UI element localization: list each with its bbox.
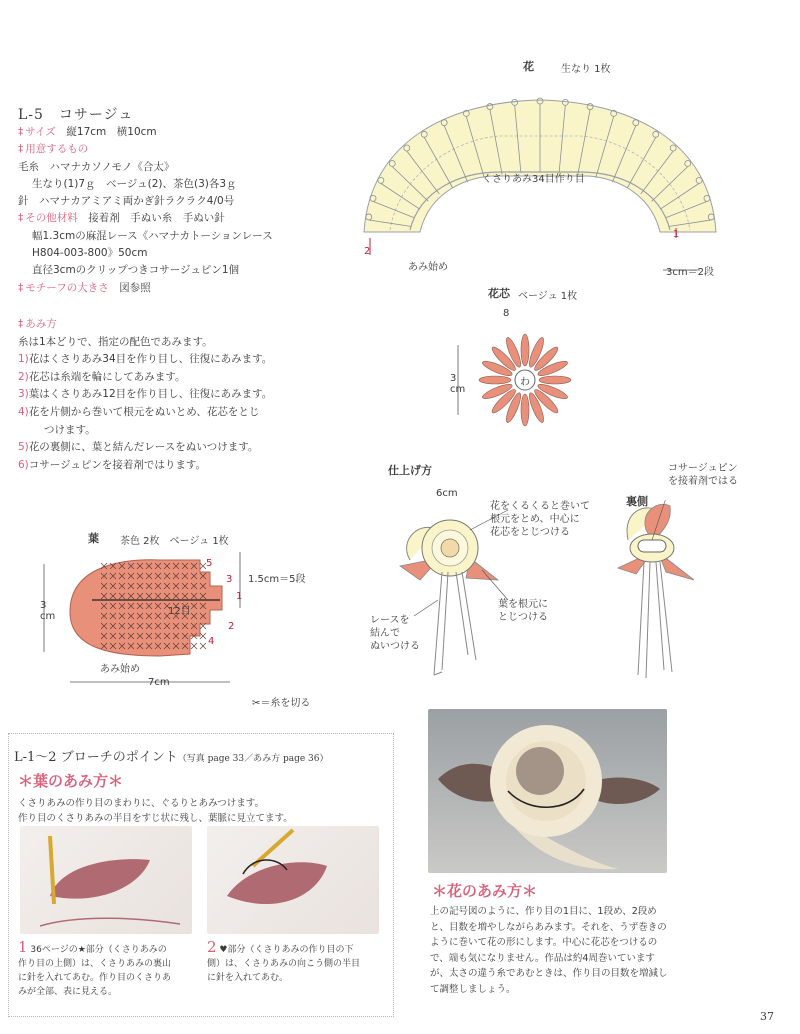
leaf-height: 3 cm: [40, 600, 56, 622]
lace-line-1: 幅1.3cmの麻混レース《ハマナカトーションレース: [32, 229, 273, 242]
lace-ribbons: [434, 572, 476, 675]
leaf-row-1: 1: [236, 591, 243, 602]
scissors-icon: ✂: [252, 698, 261, 709]
leaf-row-4: 4: [208, 636, 215, 647]
pin-line: 直径3cmのクリップつきコサージュピン1個: [32, 264, 240, 277]
finish-back-label: 裏側: [626, 495, 648, 508]
leaf-diagram-title: 葉: [88, 532, 99, 545]
crochet-leaf-image: [50, 859, 150, 898]
size-label: サイズ: [25, 126, 56, 138]
leaf-row-5: 5: [206, 558, 213, 569]
materials-line: [18, 141, 273, 158]
step1-photo-art: [20, 826, 192, 934]
brooch-title: L-1～2 ブローチのポイント（写真 page 33／あみ方 page 36）: [14, 750, 329, 765]
materials-section: [18, 124, 273, 297]
center-stitch-count: 8: [503, 308, 510, 319]
motif-size-line: [18, 280, 273, 297]
leaf-stitch-diagram: [40, 552, 250, 688]
other-materials-line: [18, 210, 273, 227]
finish-size: 6cm: [436, 488, 458, 499]
yarn-colors-line: 生なり(1)7ｇ ベージュ(2)、茶色(3)各3ｇ: [32, 177, 237, 190]
method-heading: ‡ あみ方: [18, 318, 57, 330]
leaf-chain-label: 12目: [168, 606, 191, 617]
motif-value: 図参照: [119, 281, 151, 294]
step2-photo: [207, 826, 379, 934]
yarn-image: [40, 918, 180, 926]
bullet-icon: ‡: [18, 281, 24, 294]
other-value: 接着剤 手ぬい糸 手ぬい針: [88, 212, 225, 225]
method-section: [18, 316, 272, 474]
leaf-method-text: くさりあみの作り目のまわりに、ぐるりとあみつけます。 作り目のくさりあみの半目をすじ状に残し、葉脈に見立てます。: [18, 798, 293, 824]
leaf-gauge: 1.5cm＝5段: [248, 574, 306, 585]
bullet-icon: ‡: [18, 318, 24, 330]
cut-legend: ✂＝糸を切る: [252, 698, 311, 709]
center-stitch-diagram: [450, 305, 590, 430]
flower-method-text: 上の記号図のように、作り目の1目に、1段め、2段めと、目数を増やしながらあみます。それを、うず巻きのように巻いて花の形にします。中心に花芯をつけるので、端も気になりません。作品は約4周巻いていますが、太さの違う糸であむときは、作り目の目数を増減して調整しましょう。: [430, 906, 668, 995]
method-step: 2)花芯は糸端を輪にしてあみます。: [18, 370, 186, 383]
leaf-row-3: 3: [226, 574, 233, 585]
center-diagram-spec: ベージュ 1枚: [518, 291, 578, 302]
center-diagram-title: 花芯: [488, 287, 510, 300]
finish-title: 仕上げ方: [388, 464, 432, 477]
back-ribbons: [638, 562, 672, 678]
crochet-leaf-image: [227, 862, 327, 904]
step2-photo-art: [207, 826, 379, 934]
step1-photo: [20, 826, 192, 934]
flower-method-title: ＊花のあみ方＊: [432, 882, 538, 900]
motif-label: モチーフの大きさ: [25, 281, 109, 294]
leaf-fill-shape: [70, 560, 222, 656]
size-value: 縦17cm 横10cm: [66, 126, 157, 138]
method-step: 4)花を片側から巻いて根元をぬいとめ、花芯をとじ: [18, 405, 260, 418]
size-line: [18, 124, 273, 141]
leaf-start-label: あみ始め: [100, 664, 140, 675]
leaf-method-title: ＊葉のあみ方＊: [18, 772, 124, 790]
materials-label: 用意するもの: [25, 143, 89, 156]
brooch-pin-icon: [638, 540, 666, 552]
finish-pin-note: コサージュピン を接着剤ではる: [668, 463, 738, 487]
other-label: その他材料: [25, 212, 78, 225]
crochet-hook-image: [50, 836, 54, 904]
flower-chain-label: くさりあみ34目作り目: [482, 174, 585, 185]
finish-note-lace: レースを 結んで ぬいつける: [370, 615, 420, 652]
flower-center-piece: [441, 539, 459, 557]
single-crochet-mark: [200, 633, 206, 639]
center-ring-label: わ: [520, 377, 530, 388]
method-step: 6)コサージュピンを接着剤ではります。: [18, 458, 207, 471]
finish-note-roll: 花をくるくると巻いて 根元をとめ、中心に 花芯をとじつける: [490, 501, 590, 538]
method-step: 1)花はくさりあみ34目を作り目し、往復にあみます。: [18, 353, 273, 366]
method-step: 5)花の裏側に、葉と結んだレースをぬいつけます。: [18, 441, 259, 454]
method-step-continued: つけます。: [44, 423, 96, 436]
single-crochet-mark: [200, 643, 206, 649]
bullet-icon: ‡: [18, 143, 24, 156]
bullet-icon: ‡: [18, 126, 24, 138]
center-petal: [521, 334, 529, 366]
pattern-title: L-5 コサージュ: [18, 107, 134, 123]
finish-note-leaf: 葉を根元に とじつける: [498, 599, 548, 623]
method-step: 3)葉はくさりあみ12目を作り目し、往復にあみます。: [18, 388, 273, 401]
flower-row-2: 2: [364, 246, 371, 257]
brooch-photo: [428, 709, 667, 873]
center-petal: [539, 376, 571, 384]
lace-line-2: H804-003-800》50cm: [32, 247, 148, 260]
bullet-icon: ‡: [18, 212, 24, 225]
flower-diagram-title: 花: [523, 60, 534, 73]
leaf-diagram-spec: 茶色 2枚 ベージュ 1枚: [120, 536, 229, 547]
step2-caption: 2 ♥部分（くさりあみの作り目の下 側）は、くさりあみの向こう側の半目 に針を入れてあむ。: [207, 938, 361, 983]
center-size: 3 cm: [450, 373, 466, 395]
step1-caption: 1 36ページの★部分（くさりあみの 作り目の上側）は、くさりあみの裏山 に針を入れてあむ。作り目のくさりあ みが全部、表に見える。: [18, 938, 172, 997]
yarn-line: 毛糸 ハマナカソノモノ《合太》: [18, 160, 175, 173]
single-crochet-mark: [191, 643, 197, 649]
callout-line: [482, 570, 508, 600]
flower-gauge: 3cm＝2段: [666, 267, 714, 278]
flower-diagram-spec: 生なり 1枚: [561, 64, 611, 75]
leaf-row-2: 2: [228, 621, 235, 632]
page-number: 37: [760, 1010, 774, 1023]
flower-center-image: [516, 747, 564, 795]
center-petal: [479, 376, 511, 384]
flower-start-label: あみ始め: [408, 262, 448, 273]
ribbon-end: [434, 672, 442, 675]
needle-line: 針 ハマナカアミアミ両かぎ針ラクラク4/0号: [18, 195, 235, 208]
center-petal: [521, 394, 529, 426]
leaf-width: 7cm: [148, 677, 170, 688]
flower-row-1: 1: [673, 229, 680, 240]
method-intro: 糸は1本どりで、指定の配色であみます。: [18, 335, 213, 348]
brooch-photo-art: [428, 709, 667, 873]
